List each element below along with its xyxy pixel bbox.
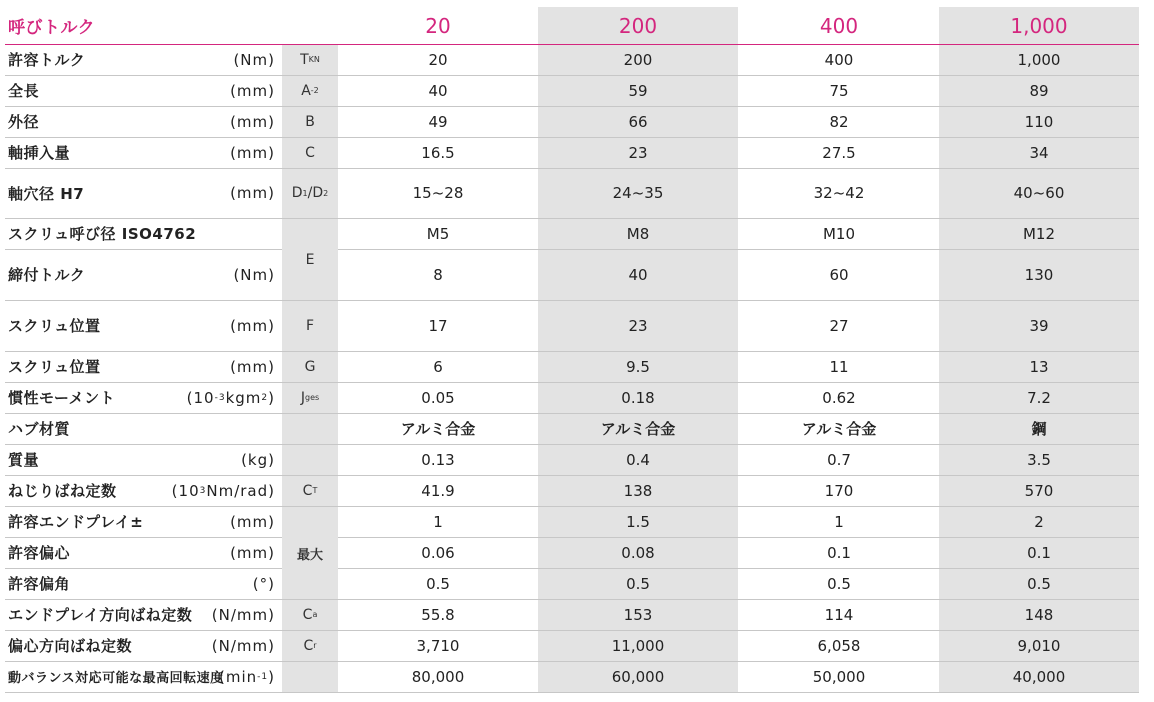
symbol-part: J: [300, 389, 305, 406]
row-unit: (Nm): [233, 50, 275, 69]
row-label: ハブ材質: [8, 420, 71, 438]
value-cell: 3,710: [416, 636, 460, 655]
value-cell: 11: [829, 357, 849, 376]
value-cell: 200: [623, 50, 653, 69]
symbol-part: C: [303, 637, 314, 654]
unit-cell: [125, 630, 275, 661]
row-label: 全長: [8, 82, 40, 100]
value-cell: アルミ合金: [801, 420, 877, 438]
symbol-part: C: [305, 144, 315, 161]
symbol-part: KN: [308, 55, 320, 64]
unit-part: (min: [219, 667, 258, 686]
header-size: 400: [819, 13, 859, 38]
row-unit: (mm): [230, 143, 275, 162]
value-cell: 34: [1029, 143, 1049, 162]
value-cell: アルミ合金: [600, 420, 676, 438]
row-symbol: [282, 351, 338, 382]
value-cell: 8: [433, 265, 443, 284]
value-cell: 40: [628, 265, 648, 284]
value-cell: 148: [1024, 605, 1054, 624]
unit-part: ): [268, 481, 275, 500]
unit-part: (10: [171, 481, 200, 500]
value-cell: 6: [433, 357, 443, 376]
value-cell: 鋼: [1031, 420, 1047, 438]
value-cell: 1,000: [1017, 50, 1061, 69]
value-cell: 82: [829, 112, 849, 131]
value-cell: 89: [1029, 81, 1049, 100]
row-label: 偏心方向ばね定数: [8, 637, 133, 655]
value-cell: 0.05: [421, 388, 455, 407]
unit-cell: [125, 106, 275, 137]
symbol-part: 2: [323, 188, 329, 198]
unit-cell: [125, 475, 275, 506]
row-divider: [5, 692, 1139, 693]
value-cell: 1: [834, 512, 844, 531]
value-cell: 40: [428, 81, 448, 100]
row-unit: (mm): [230, 512, 275, 531]
row-unit: [125, 661, 275, 692]
unit-part: kgm: [225, 388, 262, 407]
unit-part: ): [268, 667, 275, 686]
unit-cell: [125, 568, 275, 599]
row-unit: [125, 218, 275, 249]
unit-cell: [125, 506, 275, 537]
row-label: 許容偏角: [8, 575, 71, 593]
row-unit: (mm): [230, 543, 275, 562]
value-cell: 0.5: [827, 574, 851, 593]
unit-part: (10: [186, 388, 215, 407]
value-cell: 23: [628, 143, 648, 162]
value-cell: 32~42: [813, 184, 865, 202]
row-symbol: [282, 137, 338, 168]
value-cell: 0.7: [827, 450, 851, 469]
value-cell: 40~60: [1013, 184, 1065, 202]
value-cell: 0.62: [822, 388, 856, 407]
unit-cell: [125, 75, 275, 106]
symbol-part: G: [304, 358, 316, 375]
unit-cell: [125, 599, 275, 630]
symbol-part: T: [300, 51, 309, 68]
row-label: 軸挿入量: [8, 144, 71, 162]
value-cell: 0.18: [621, 388, 655, 407]
max-symbol: 最大: [296, 547, 323, 563]
value-cell: 138: [623, 481, 653, 500]
header-size: 20: [425, 13, 451, 38]
row-label: エンドプレイ方向ばね定数: [8, 606, 193, 624]
row-unit: [125, 413, 275, 444]
value-cell: 0.1: [1027, 543, 1051, 562]
header-size: 200: [618, 13, 658, 38]
row-unit: (°): [252, 574, 275, 593]
row-symbol: [282, 300, 338, 351]
value-cell: 11,000: [611, 636, 665, 655]
value-cell: 130: [1024, 265, 1054, 284]
value-cell: 60,000: [611, 667, 665, 686]
value-cell: 0.13: [421, 450, 455, 469]
value-cell: 40,000: [1012, 667, 1066, 686]
value-cell: 0.5: [1027, 574, 1051, 593]
unit-cell: [125, 537, 275, 568]
row-symbol: [282, 44, 338, 75]
value-cell: 400: [824, 50, 854, 69]
value-cell: 9,010: [1017, 636, 1061, 655]
row-unit: (kg): [241, 450, 275, 469]
symbol-part: ges: [304, 393, 320, 402]
unit-cell: [125, 44, 275, 75]
row-unit: (N/mm): [211, 636, 275, 655]
unit-cell: [125, 168, 275, 218]
row-symbol: [282, 630, 338, 661]
row-symbol: [282, 475, 338, 506]
unit-part: Nm/rad: [206, 481, 269, 500]
row-label: 許容トルク: [8, 51, 86, 69]
value-cell: 24~35: [612, 184, 664, 202]
row-symbol: [282, 599, 338, 630]
value-cell: 9.5: [626, 357, 650, 376]
row-symbol: [282, 106, 338, 137]
unit-cell: [125, 444, 275, 475]
row-label: 質量: [8, 451, 40, 469]
unit-cell: [125, 249, 275, 300]
unit-cell: [125, 661, 275, 692]
value-cell: 7.2: [1027, 388, 1051, 407]
screw-symbol: E: [305, 251, 315, 268]
unit-part: -1: [257, 671, 269, 682]
unit-cell: [125, 300, 275, 351]
row-label: ねじりばね定数: [8, 482, 117, 500]
value-cell: 75: [829, 81, 849, 100]
row-symbol: [282, 75, 338, 106]
symbol-part: -2: [310, 86, 319, 95]
row-symbol: [282, 168, 338, 218]
symbol-part: A: [301, 82, 311, 99]
symbol-part: /D: [307, 185, 324, 201]
row-unit: (N/mm): [211, 605, 275, 624]
value-cell: M8: [626, 224, 650, 243]
unit-part: -3: [214, 392, 226, 403]
value-cell: 110: [1024, 112, 1054, 131]
unit-cell: [125, 137, 275, 168]
unit-cell: [125, 351, 275, 382]
row-unit: (Nm): [233, 265, 275, 284]
row-label: 慣性モーメント: [8, 389, 116, 407]
unit-cell: [125, 413, 275, 444]
row-label: 外径: [8, 113, 40, 131]
symbol-part: F: [305, 317, 315, 334]
value-cell: 60: [829, 265, 849, 284]
row-label: 締付トルク: [8, 266, 86, 284]
value-cell: 6,058: [817, 636, 861, 655]
symbol-part: a: [312, 610, 318, 619]
unit-part: ): [268, 388, 275, 407]
value-cell: 570: [1024, 481, 1054, 500]
value-cell: 0.1: [827, 543, 851, 562]
value-cell: 59: [628, 81, 648, 100]
row-label: スクリュ位置: [8, 317, 101, 335]
row-label: 許容偏心: [8, 544, 71, 562]
row-unit: (mm): [230, 112, 275, 131]
symbol-part: C: [302, 482, 313, 499]
value-cell: M12: [1022, 224, 1056, 243]
value-cell: 55.8: [421, 605, 455, 624]
value-cell: 170: [824, 481, 854, 500]
value-cell: 15~28: [412, 184, 464, 202]
value-cell: 50,000: [812, 667, 866, 686]
row-label: スクリュ呼び径 ISO4762: [8, 225, 197, 243]
header-label: 呼びトルク: [8, 18, 96, 38]
value-cell: 23: [628, 316, 648, 335]
symbol-part: D: [291, 185, 303, 201]
symbol-part: 1: [302, 188, 308, 198]
value-cell: 27: [829, 316, 849, 335]
value-cell: 13: [1029, 357, 1049, 376]
value-cell: 2: [1034, 512, 1044, 531]
value-cell: 0.06: [421, 543, 455, 562]
value-cell: 39: [1029, 316, 1049, 335]
header-size: 1,000: [1010, 13, 1068, 38]
row-symbol: [282, 382, 338, 413]
unit-part: 3: [199, 485, 207, 496]
value-cell: 27.5: [822, 143, 856, 162]
value-cell: 66: [628, 112, 648, 131]
row-unit: [125, 475, 275, 506]
value-cell: 80,000: [411, 667, 465, 686]
value-cell: 0.08: [621, 543, 655, 562]
unit-part: 2: [261, 392, 269, 403]
row-unit: [125, 382, 275, 413]
value-cell: 49: [428, 112, 448, 131]
value-cell: 3.5: [1027, 450, 1051, 469]
value-cell: M5: [426, 224, 450, 243]
row-label: 動バランス対応可能な最高回転速度: [8, 671, 224, 686]
value-cell: 41.9: [421, 481, 455, 500]
symbol-part: T: [312, 486, 318, 495]
row-unit: (mm): [230, 316, 275, 335]
value-cell: 0.5: [426, 574, 450, 593]
row-unit: (mm): [230, 184, 275, 202]
value-cell: 1.5: [626, 512, 650, 531]
value-cell: 16.5: [421, 143, 455, 162]
value-cell: 153: [623, 605, 653, 624]
value-cell: M10: [822, 224, 856, 243]
row-label: スクリュ位置: [8, 358, 101, 376]
value-cell: 0.5: [626, 574, 650, 593]
value-cell: 0.4: [626, 450, 650, 469]
row-label: 許容エンドプレイ±: [8, 513, 144, 531]
symbol-part: C: [302, 606, 313, 623]
unit-cell: [125, 382, 275, 413]
value-cell: 17: [428, 316, 448, 335]
value-cell: 1: [433, 512, 443, 531]
row-label: 軸穴径 H7: [8, 184, 85, 203]
unit-cell: [125, 218, 275, 249]
row-unit: (mm): [230, 357, 275, 376]
row-unit: (mm): [230, 81, 275, 100]
symbol-part: B: [305, 113, 315, 130]
value-cell: 114: [824, 605, 854, 624]
symbol-part: r: [313, 641, 317, 650]
value-cell: 20: [428, 50, 448, 69]
value-cell: アルミ合金: [400, 420, 476, 438]
